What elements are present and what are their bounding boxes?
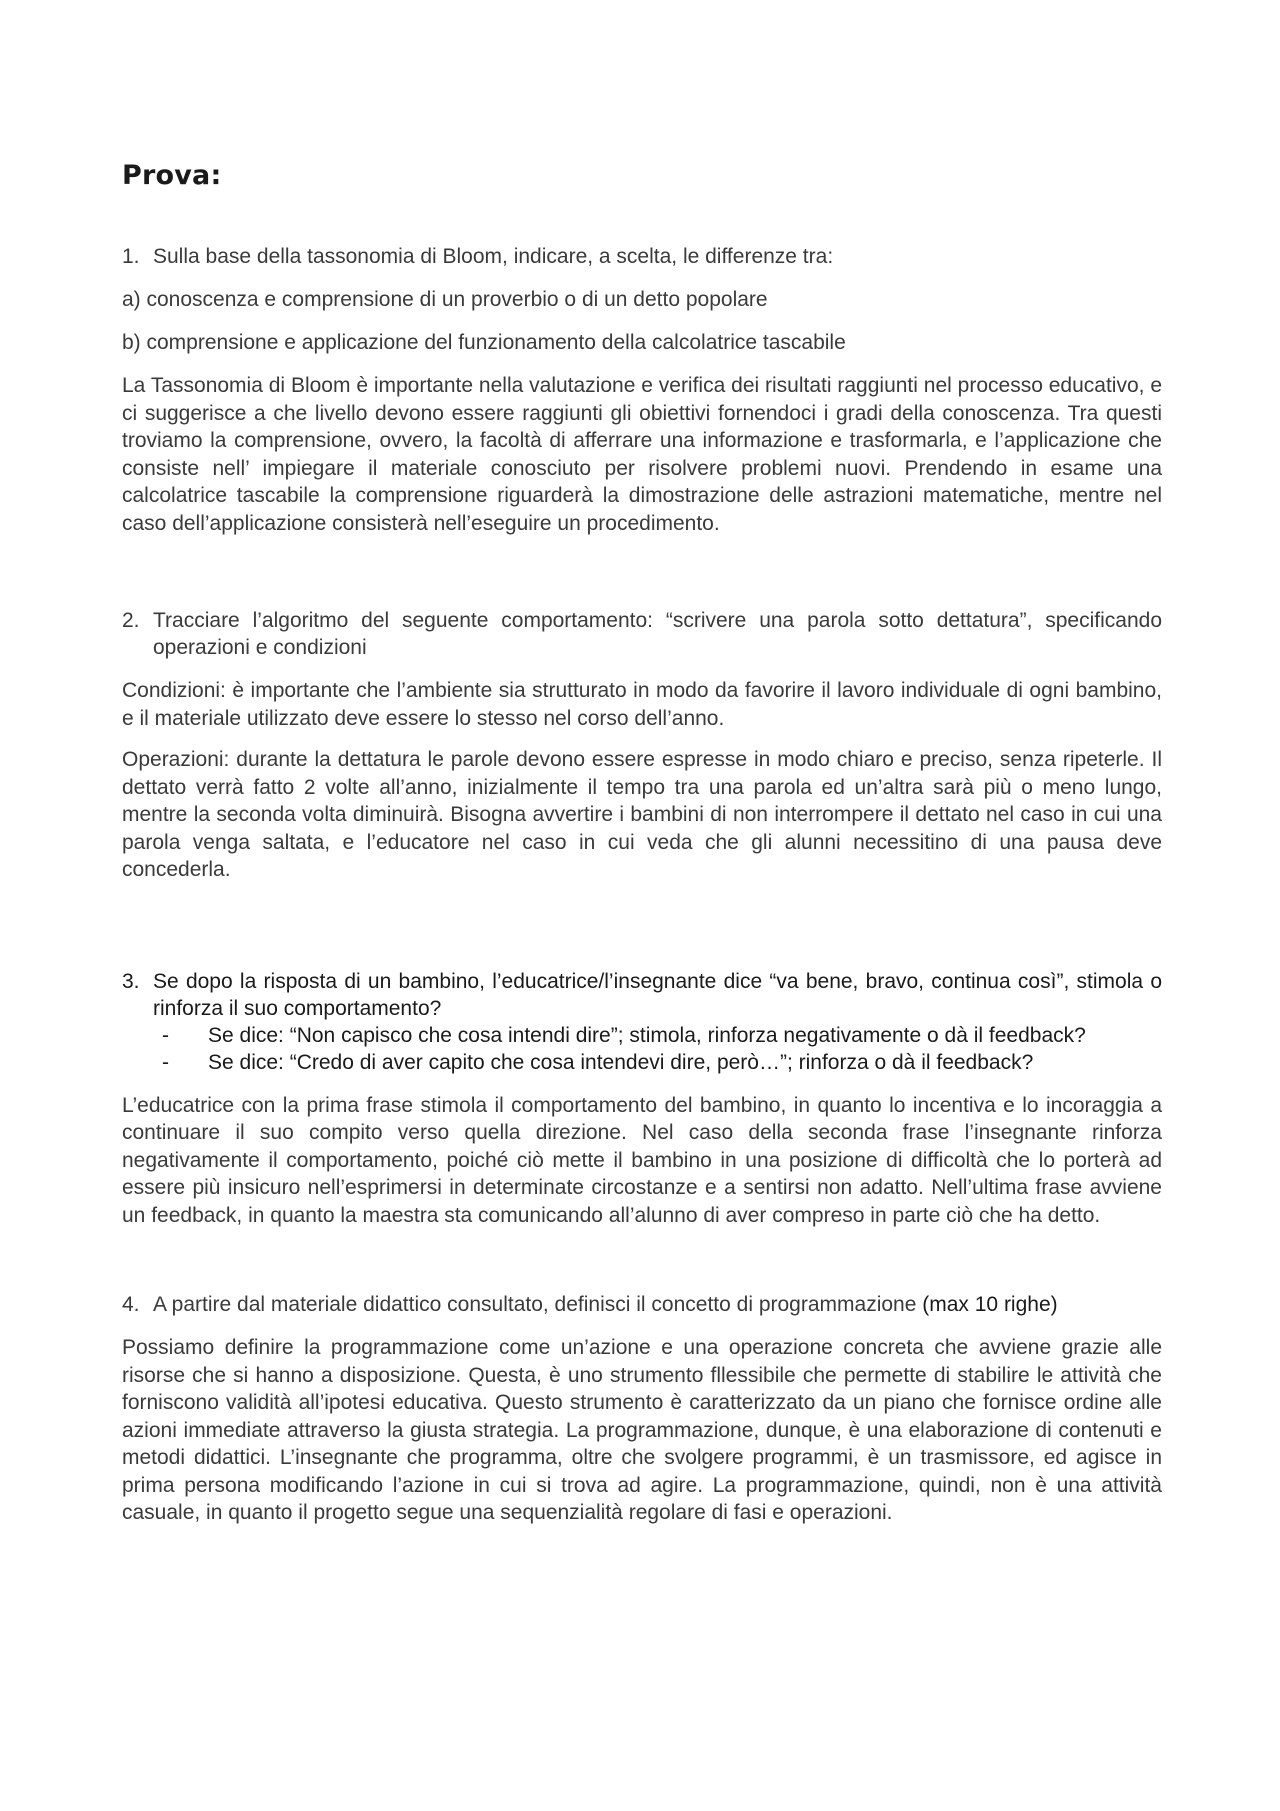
bullet-text: Se dice: “Non capisco che cosa intendi dire”; stimola, rinforza negativamente o dà il feedback? [208,1023,1086,1047]
bullet-text: Se dice: “Credo di aver capito che cosa intendevi dire, però…”; rinforza o dà il feedback? [208,1050,1034,1074]
question-3-answer: L’educatrice con la prima frase stimola il comportamento del bambino, in quanto lo incentiva e lo incoraggia a continuare il suo compito verso quella direzione. Nel caso della seconda frase l’insegnante rinforza negativamente il comportamento, poiché ciò mette il bambino in una posizione di difficoltà che lo porterà ad essere più insicuro nell’esprimersi in determinate circostanze e a sentirsi non adatto. Nell’ultima frase avviene un feedback, in quanto la maestra sta comunicando all’alunno di aver compreso in parte ciò che ha detto. [122,1093,1162,1227]
question-text: Tracciare l’algoritmo del seguente comportamento: “scrivere una parola sotto dettatura”, specificando operazioni e condizioni [153,609,1162,659]
spacer [122,898,1162,968]
question-number: 4. [122,1293,140,1316]
spacer [122,551,1162,607]
question-2 [122,607,1162,661]
question-2-operations: Operazioni: durante la dettatura le parole devono essere espresse in modo chiaro e preciso, senza ripeterle. Il dettato verrà fatto 2 volte all’anno, inizialmente il tempo tra una parola ed un’altra sarà più o meno lungo, mentre la seconda volta diminuirà. Bisogna avvertire i bambini di non interrompere il dettato nel caso in cui una parola venga saltata, e l’educatore nel caso in cui veda che gli alunni necessitino di una pausa deve concederla. [122,748,1162,881]
question-number: 2. [122,609,140,632]
question-text: Sulla base della tassonomia di Bloom, indicare, a scelta, le differenze tra: [153,245,834,268]
bullet-dash: - [162,1023,169,1047]
question-1-answer: La Tassonomia di Bloom è importante nella valutazione e verifica dei risultati raggiunti nel processo educativo, e ci suggerisce a che livello devono essere raggiunti gli obiettivi fornendoci i gradi della conoscenza. Tra questi troviamo la comprensione, ovvero, la facoltà di afferrare una informazione e trasformarla, e l’applicazione che consiste nell’ impiegare il materiale conosciuto per risolvere problemi nuovi. Prendendo in esame una calcolatrice tascabile la comprensione riguarderà la dimostrazione delle astrazioni matematiche, mentre nel caso dell’applicazione consisterà nell’eseguire un procedimento. [122,374,1162,535]
list-item [122,1049,1162,1076]
question-1-option-a: a) conoscenza e comprensione di un proverbio o di un detto popolare [122,288,768,311]
question-3 [122,968,1162,1022]
question-number: 3. [122,969,140,993]
document-title: Prova: [122,160,222,191]
question-text: Se dopo la risposta di un bambino, l’educatrice/l’insegnante dice “va bene, bravo, continua così”, stimola o rinforza il suo comportamento? [153,969,1162,1020]
list-item [122,1022,1162,1049]
question-1-option-b: b) comprensione e applicazione del funzionamento della calcolatrice tascabile [122,331,846,354]
question-text: A partire dal materiale didattico consultato, definisci il concetto di programmazione [153,1293,917,1316]
question-4 [122,1291,1162,1318]
bullet-dash: - [162,1050,169,1074]
question-3-bullets [122,1022,1162,1076]
spacer [122,1243,1162,1291]
question-1 [122,243,1162,270]
question-2-conditions: Condizioni: è importante che l’ambiente sia strutturato in modo da favorire il lavoro individuale di ogni bambino, e il materiale utilizzato deve essere lo stesso nel corso dell’anno. [122,679,1162,730]
question-text-wrapper [153,1291,1162,1318]
question-4-answer: Possiamo definire la programmazione come un’azione e una operazione concreta che avviene grazie alle risorse che si hanno a disposizione. Questa, è uno strumento fllessibile che permette di stabilire le attività che forniscono validità all’ipotesi educativa. Questo strumento è caratterizzato da un piano che fornisce ordine alle azioni immediate attraverso la giusta strategia. La programmazione, dunque, è una elaborazione di contenuti e metodi didattici. L’insegnante che programma, oltre che svolgere programmi, è un trasmissore, ed agisce in prima persona modificando l’azione in cui si trova ad agire. La programmazione, quindi, non è una attività casuale, in quanto il progetto segue una sequenzialità regolare di fasi e operazioni. [122,1336,1162,1524]
document-body [122,160,1162,1541]
question-number: 1. [122,245,140,268]
question-length-limit: (max 10 righe) [922,1293,1058,1316]
